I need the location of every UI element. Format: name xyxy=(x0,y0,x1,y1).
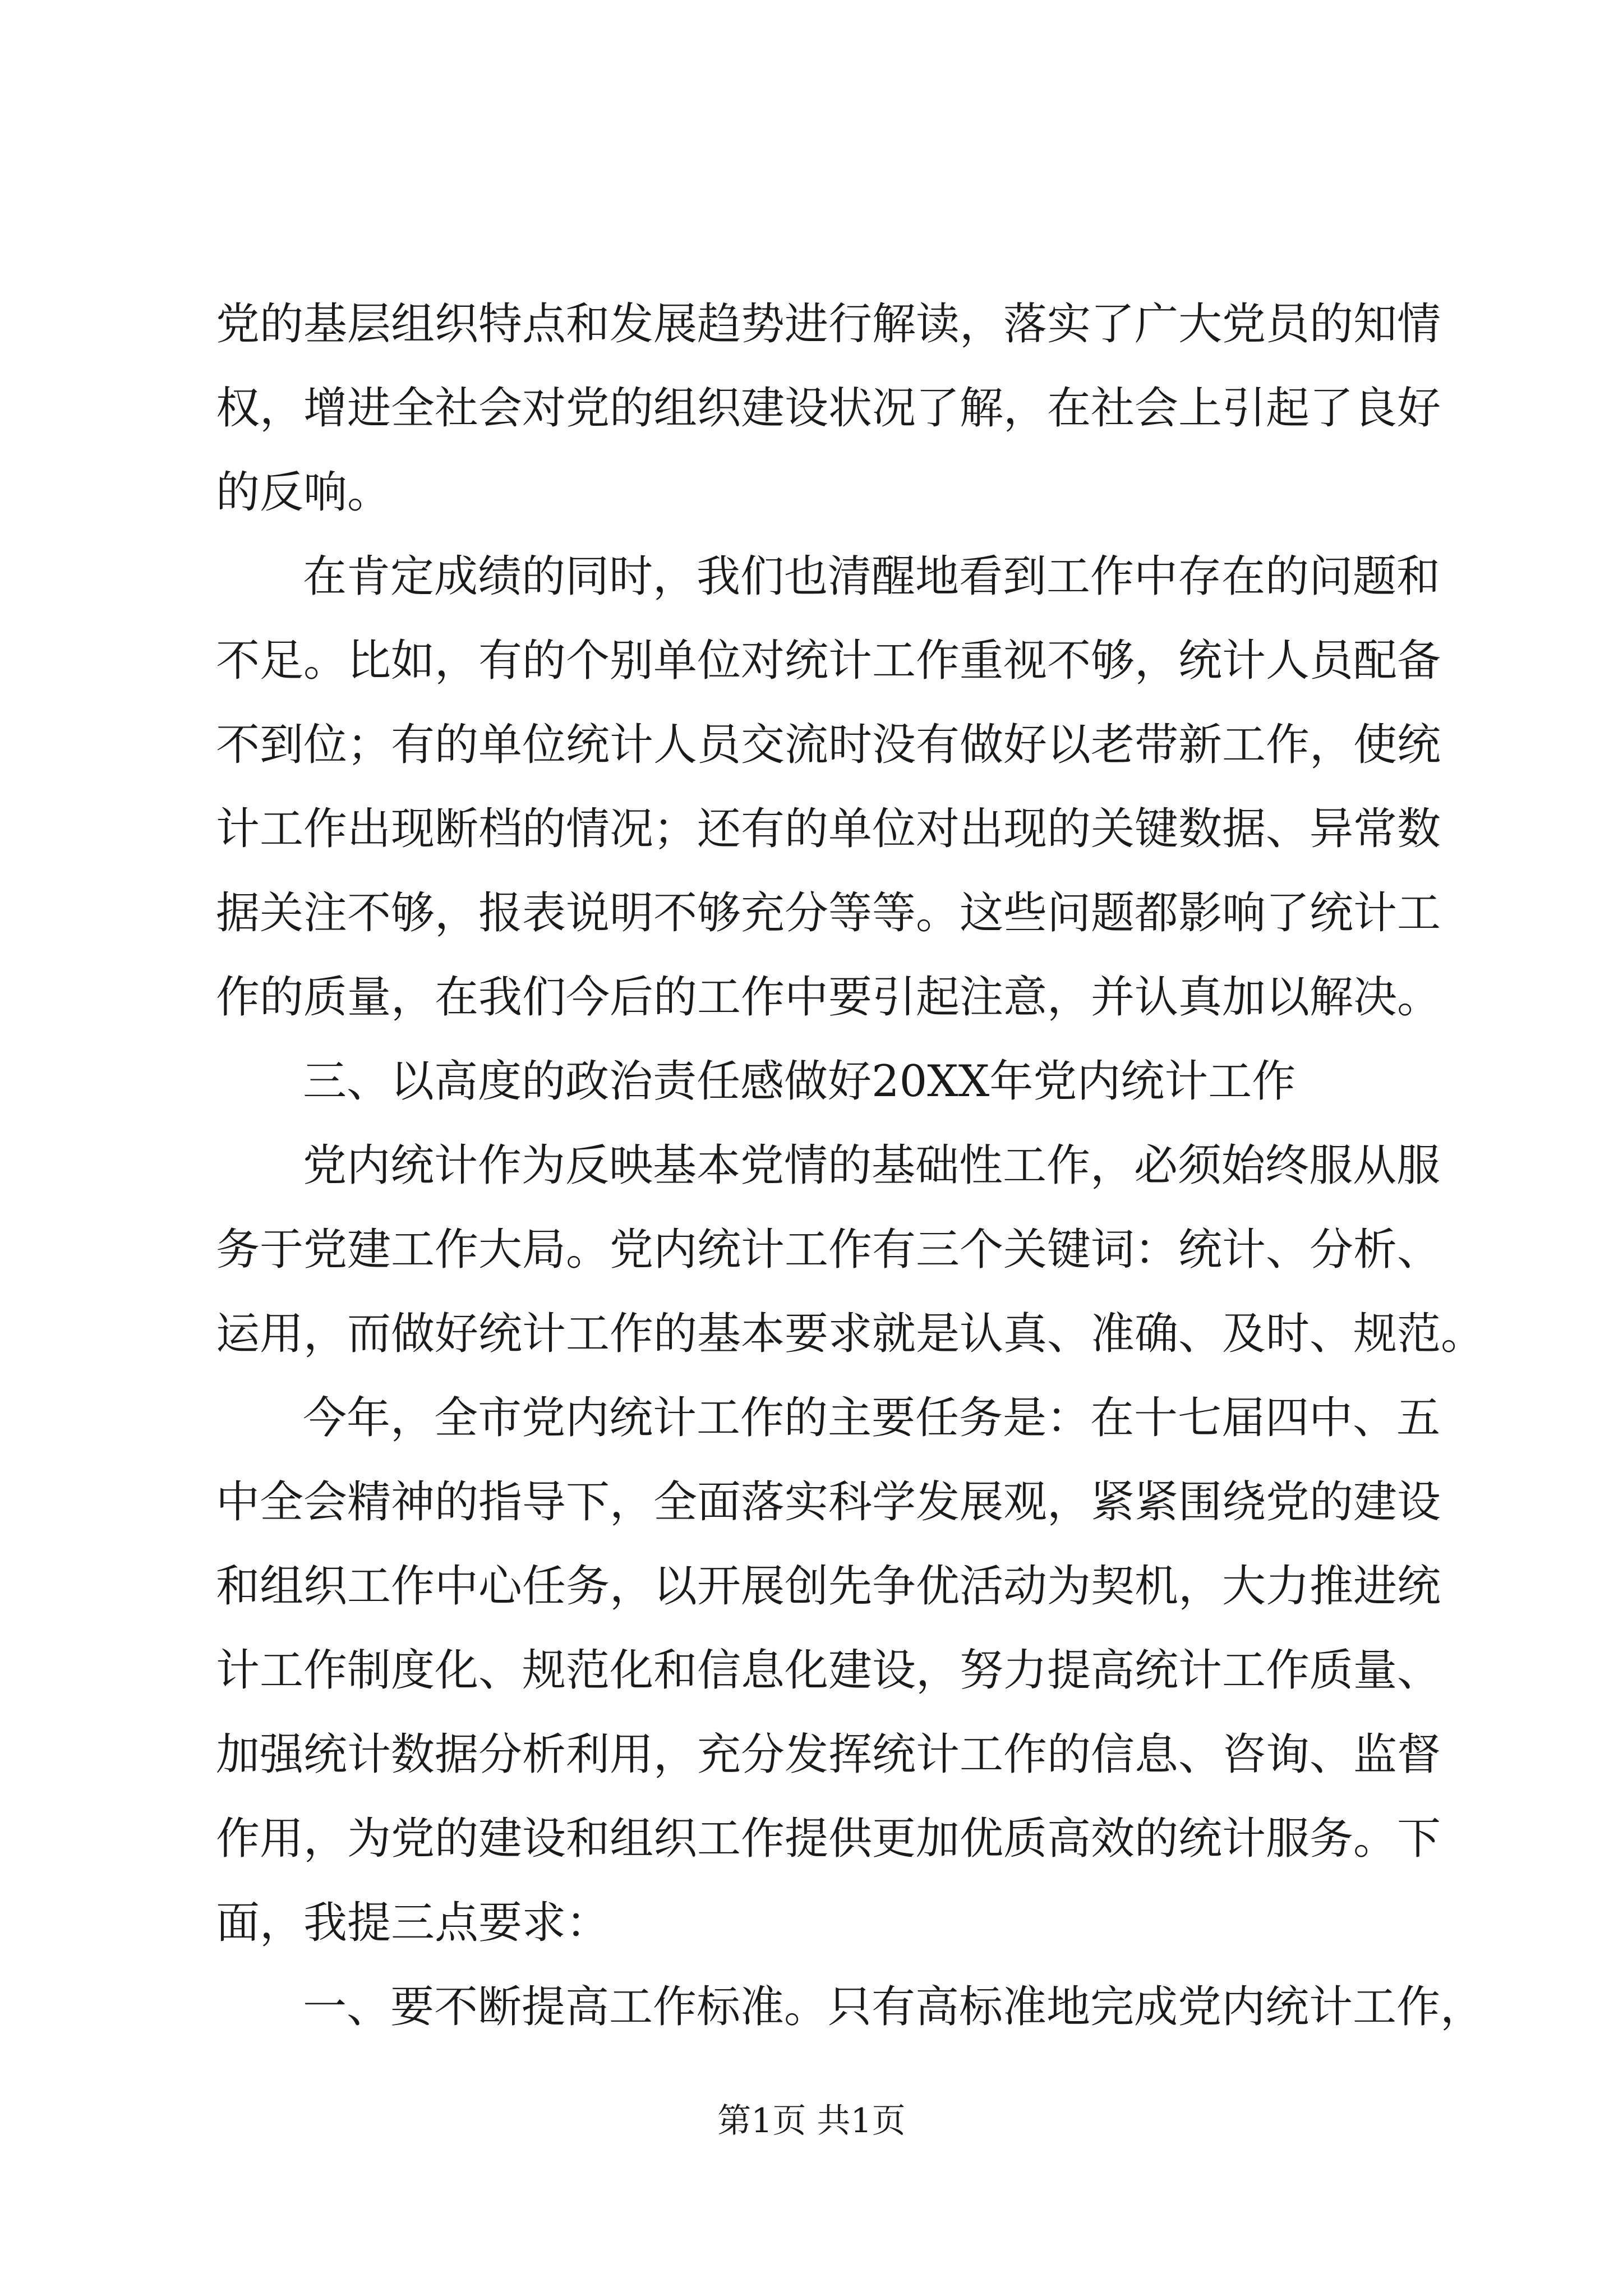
text-line: 据关注不够，报表说明不够充分等等。这些问题都影响了统计工 xyxy=(216,888,1441,938)
text-line: 和组织工作中心任务，以开展创先争优活动为契机，大力推进统 xyxy=(216,1561,1441,1612)
text-line: 运用，而做好统计工作的基本要求就是认真、准确、及时、规范。 xyxy=(216,1309,1485,1359)
text-line: 计工作出现断档的情况；还有的单位对出现的关键数据、异常数 xyxy=(216,804,1441,854)
page-footer: 第1页 共1页 xyxy=(717,2101,906,2141)
text-line: 权，增进全社会对党的组织建设状况了解，在社会上引起了良好 xyxy=(216,383,1441,434)
text-line: 不到位；有的单位统计人员交流时没有做好以老带新工作，使统 xyxy=(216,720,1441,770)
text-line: 不足。比如，有的个别单位对统计工作重视不够，统计人员配备 xyxy=(216,636,1441,686)
text-line: 计工作制度化、规范化和信息化建设，努力提高统计工作质量、 xyxy=(216,1645,1441,1696)
text-line: 的反响。 xyxy=(216,467,391,518)
text-line: 在肯定成绩的同时，我们也清醒地看到工作中存在的问题和 xyxy=(303,551,1441,602)
text-line: 作的质量，在我们今后的工作中要引起注意，并认真加以解决。 xyxy=(216,972,1441,1023)
section-heading: 三、以高度的政治责任感做好20XX年党内统计工作 xyxy=(303,1056,1296,1107)
text-line: 务于党建工作大局。党内统计工作有三个关键词：统计、分析、 xyxy=(216,1225,1441,1275)
text-line: 今年，全市党内统计工作的主要任务是：在十七届四中、五 xyxy=(303,1393,1441,1443)
text-line: 作用，为党的建设和组织工作提供更加优质高效的统计服务。下 xyxy=(216,1814,1441,1864)
text-line: 中全会精神的指导下，全面落实科学发展观，紧紧围绕党的建设 xyxy=(216,1477,1441,1527)
text-line: 党内统计作为反映基本党情的基础性工作，必须始终服从服 xyxy=(303,1140,1441,1191)
text-line: 加强统计数据分析利用，充分发挥统计工作的信息、咨询、监督 xyxy=(216,1729,1441,1780)
text-line: 一、要不断提高工作标准。只有高标准地完成党内统计工作， xyxy=(303,1982,1484,2032)
text-line: 党的基层组织特点和发展趋势进行解读，落实了广大党员的知情 xyxy=(216,299,1441,349)
text-line: 面，我提三点要求： xyxy=(216,1898,610,1948)
